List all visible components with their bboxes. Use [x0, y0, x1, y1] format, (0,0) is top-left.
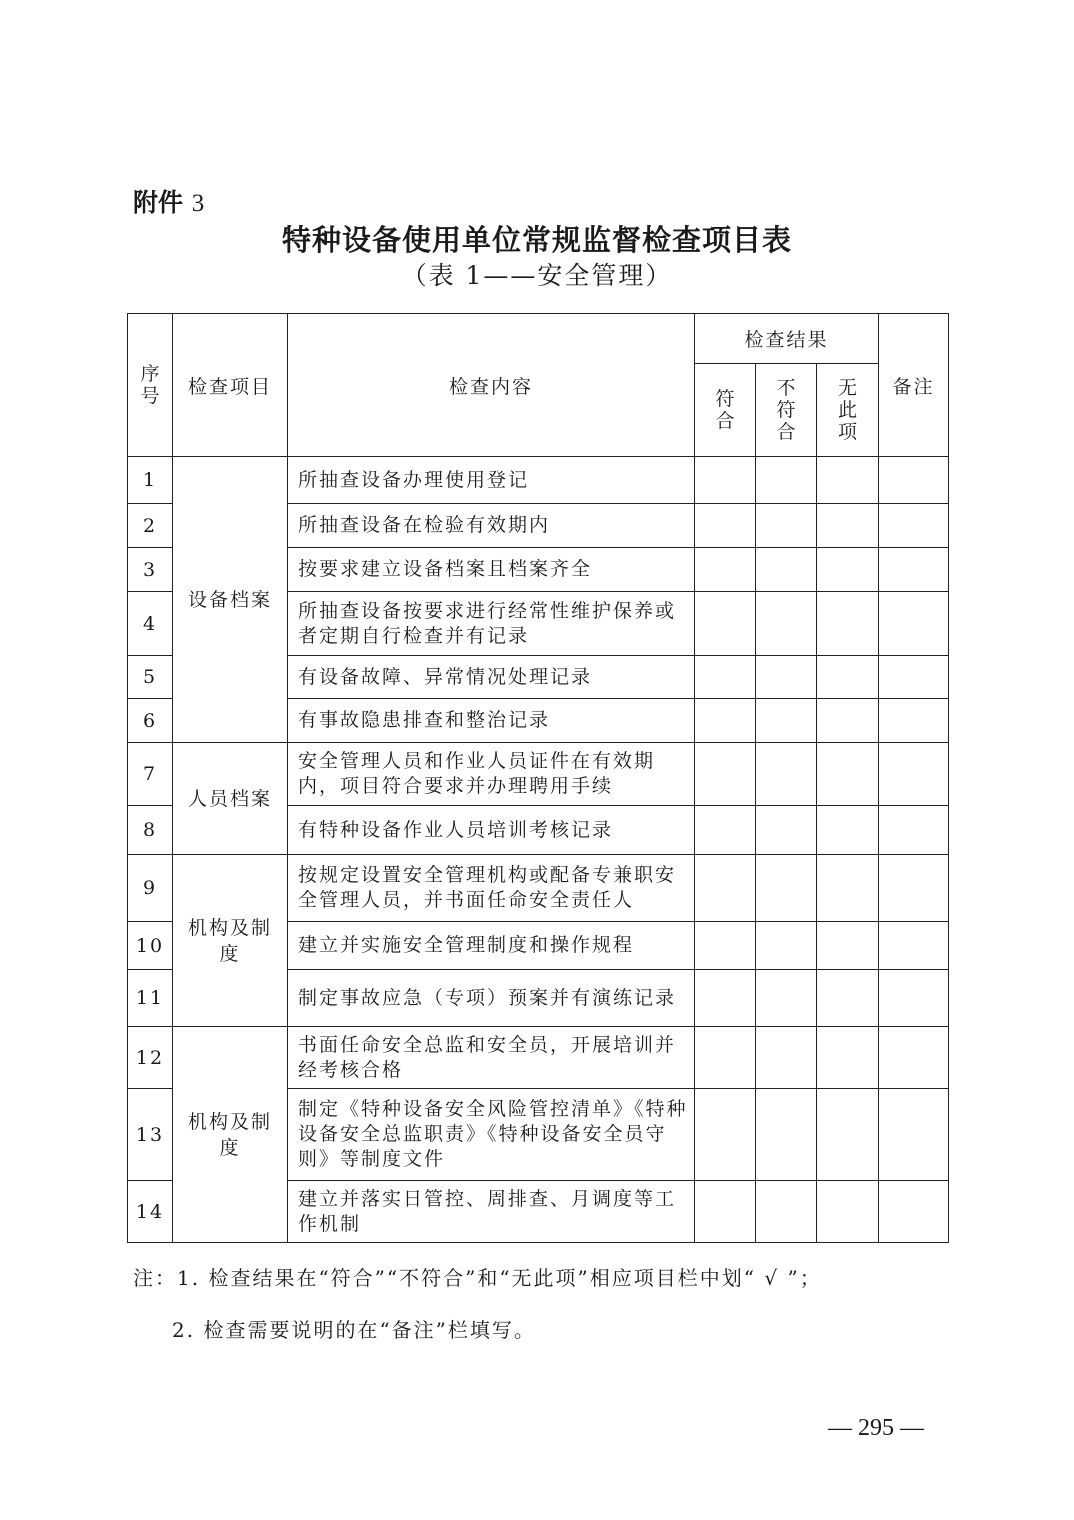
conform-cell[interactable] — [695, 855, 756, 922]
category-org-system-1: 机构及制度 — [173, 855, 288, 1027]
remark-cell[interactable] — [879, 504, 949, 548]
row-content: 所抽查设备办理使用登记 — [288, 457, 695, 504]
remark-cell[interactable] — [879, 548, 949, 592]
na-cell[interactable] — [817, 855, 879, 922]
row-content: 制定事故应急（专项）预案并有演练记录 — [288, 970, 695, 1027]
category-personnel-files: 人员档案 — [173, 743, 288, 855]
row-content: 按要求建立设备档案且档案齐全 — [288, 548, 695, 592]
remark-cell[interactable] — [879, 855, 949, 922]
remark-cell[interactable] — [879, 592, 949, 656]
conform-cell[interactable] — [695, 457, 756, 504]
conform-cell[interactable] — [695, 592, 756, 656]
table-row — [128, 1027, 949, 1089]
remark-cell[interactable] — [879, 743, 949, 806]
document-title: 特种设备使用单位常规监督检查项目表 — [281, 223, 792, 257]
remark-cell[interactable] — [879, 1027, 949, 1089]
row-content: 按规定设置安全管理机构或配备专兼职安全管理人员，并书面任命安全责任人 — [288, 855, 695, 922]
attachment-label — [133, 183, 204, 219]
table-row — [128, 457, 949, 504]
nonconform-cell[interactable] — [756, 504, 817, 548]
row-number: 12 — [128, 1027, 173, 1089]
remark-cell[interactable] — [879, 970, 949, 1027]
row-number: 14 — [128, 1181, 173, 1243]
row-number: 4 — [128, 592, 173, 656]
nonconform-cell[interactable] — [756, 1181, 817, 1243]
row-number: 6 — [128, 699, 173, 743]
row-number: 1 — [128, 457, 173, 504]
remark-cell[interactable] — [879, 1089, 949, 1181]
na-cell[interactable] — [817, 1181, 879, 1243]
header-remark: 备注 — [879, 314, 949, 457]
nonconform-cell[interactable] — [756, 548, 817, 592]
conform-cell[interactable] — [695, 806, 756, 855]
row-content: 所抽查设备在检验有效期内 — [288, 504, 695, 548]
document-subtitle: （表 1——安全管理） — [401, 261, 673, 290]
row-number: 13 — [128, 1089, 173, 1181]
nonconform-cell[interactable] — [756, 699, 817, 743]
row-content: 有设备故障、异常情况处理记录 — [288, 656, 695, 699]
remark-cell[interactable] — [879, 457, 949, 504]
row-number: 8 — [128, 806, 173, 855]
note-1: 注：1. 检查结果在“符合”“不符合”和“无此项”相应项目栏中划“ √ ”； — [133, 1266, 822, 1290]
nonconform-cell[interactable] — [756, 970, 817, 1027]
na-cell[interactable] — [817, 922, 879, 970]
category-org-system-2: 机构及制度 — [173, 1027, 288, 1243]
inspection-table — [127, 313, 949, 1243]
row-number: 2 — [128, 504, 173, 548]
nonconform-cell[interactable] — [756, 656, 817, 699]
remark-cell[interactable] — [879, 1181, 949, 1243]
header-seq: 序号 — [128, 314, 173, 457]
row-content: 书面任命安全总监和安全员，开展培训并经考核合格 — [288, 1027, 695, 1089]
header-result: 检查结果 — [695, 314, 879, 364]
conform-cell[interactable] — [695, 656, 756, 699]
table-row — [128, 743, 949, 806]
row-content: 建立并实施安全管理制度和操作规程 — [288, 922, 695, 970]
note-2: 2. 检查需要说明的在“备注”栏填写。 — [172, 1318, 536, 1342]
row-content: 有事故隐患排查和整治记录 — [288, 699, 695, 743]
na-cell[interactable] — [817, 457, 879, 504]
na-cell[interactable] — [817, 504, 879, 548]
row-content: 制定《特种设备安全风险管控清单》《特种设备安全总监职责》《特种设备安全员守则》等制度文件 — [288, 1089, 695, 1181]
na-cell[interactable] — [817, 656, 879, 699]
header-item: 检查项目 — [173, 314, 288, 457]
conform-cell[interactable] — [695, 548, 756, 592]
na-cell[interactable] — [817, 970, 879, 1027]
na-cell[interactable] — [817, 592, 879, 656]
page-number: — 295 — — [828, 1415, 924, 1441]
nonconform-cell[interactable] — [756, 743, 817, 806]
conform-cell[interactable] — [695, 1027, 756, 1089]
attachment-text: 附件 — [133, 188, 184, 217]
header-conform: 符合 — [695, 364, 756, 457]
row-number: 5 — [128, 656, 173, 699]
row-number: 11 — [128, 970, 173, 1027]
table-row — [128, 855, 949, 922]
na-cell[interactable] — [817, 548, 879, 592]
remark-cell[interactable] — [879, 922, 949, 970]
row-content: 安全管理人员和作业人员证件在有效期内，项目符合要求并办理聘用手续 — [288, 743, 695, 806]
nonconform-cell[interactable] — [756, 592, 817, 656]
na-cell[interactable] — [817, 1089, 879, 1181]
header-na: 无此项 — [817, 364, 879, 457]
category-equipment-files: 设备档案 — [173, 457, 288, 743]
header-nonconform: 不符合 — [756, 364, 817, 457]
conform-cell[interactable] — [695, 970, 756, 1027]
na-cell[interactable] — [817, 1027, 879, 1089]
remark-cell[interactable] — [879, 656, 949, 699]
conform-cell[interactable] — [695, 922, 756, 970]
conform-cell[interactable] — [695, 743, 756, 806]
conform-cell[interactable] — [695, 504, 756, 548]
row-number: 9 — [128, 855, 173, 922]
row-number: 3 — [128, 548, 173, 592]
na-cell[interactable] — [817, 699, 879, 743]
na-cell[interactable] — [817, 806, 879, 855]
row-content: 建立并落实日管控、周排查、月调度等工作机制 — [288, 1181, 695, 1243]
na-cell[interactable] — [817, 743, 879, 806]
nonconform-cell[interactable] — [756, 806, 817, 855]
remark-cell[interactable] — [879, 806, 949, 855]
nonconform-cell[interactable] — [756, 457, 817, 504]
nonconform-cell[interactable] — [756, 1027, 817, 1089]
conform-cell[interactable] — [695, 1089, 756, 1181]
conform-cell[interactable] — [695, 699, 756, 743]
remark-cell[interactable] — [879, 699, 949, 743]
conform-cell[interactable] — [695, 1181, 756, 1243]
header-content: 检查内容 — [288, 314, 695, 457]
row-number: 10 — [128, 922, 173, 970]
nonconform-cell[interactable] — [756, 1089, 817, 1181]
row-number: 7 — [128, 743, 173, 806]
row-content: 有特种设备作业人员培训考核记录 — [288, 806, 695, 855]
row-content: 所抽查设备按要求进行经常性维护保养或者定期自行检查并有记录 — [288, 592, 695, 656]
attachment-number: 3 — [191, 190, 205, 217]
nonconform-cell[interactable] — [756, 855, 817, 922]
nonconform-cell[interactable] — [756, 922, 817, 970]
